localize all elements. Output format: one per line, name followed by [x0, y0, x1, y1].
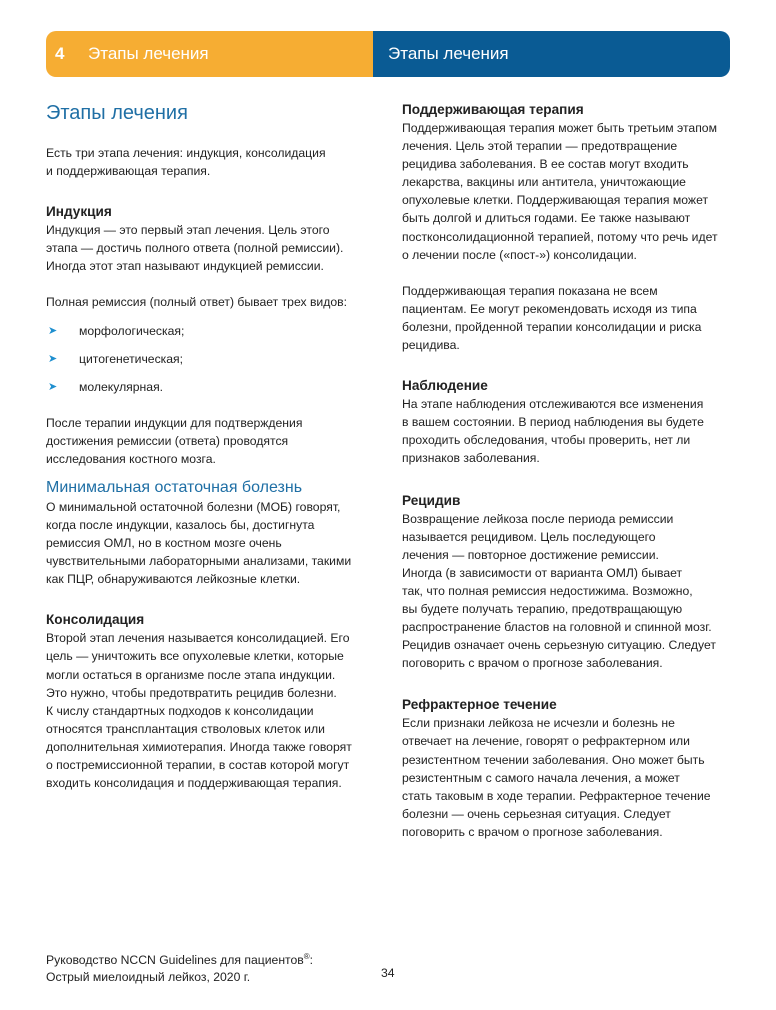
text-line: Иногда этот этап называют индукцией ремиссии.: [46, 259, 324, 274]
refractory-paragraph: [402, 714, 737, 841]
page-title: Этапы лечения: [46, 102, 188, 124]
list-item: [46, 378, 368, 396]
text-line: резистентном течении заболевания. Оно может быть: [402, 752, 705, 767]
text-line: когда после индукции, казалось бы, достигнута: [46, 517, 315, 532]
list-item-label: морфологическая;: [79, 323, 185, 338]
text-line: вы будете получать терапию, предотвращающую: [402, 601, 683, 616]
text-line: проходить обследования, чтобы проверить, нет ли: [402, 433, 691, 448]
text-line: как ПЦР, обнаруживаются лейкозные клетки.: [46, 572, 301, 587]
chapter-banner: [46, 31, 730, 77]
text-line: О минимальной остаточной болезни (МОБ) говорят,: [46, 499, 341, 514]
text-line: Есть три этапа лечения: индукция, консолидация: [46, 146, 326, 160]
text-line: достижения ремиссии (ответа) проводятся: [46, 433, 289, 448]
text-line: Если признаки лейкоза не исчезли и болезнь не: [402, 716, 675, 731]
footer-colon: :: [309, 953, 314, 967]
text-line: чувствительными лабораторными анализами, такими: [46, 554, 352, 569]
text-line: дополнительная химиотерапия. Иногда также говорят: [46, 739, 352, 754]
after-induction-paragraph: [46, 414, 368, 468]
text-line: стать таковым в ходе терапии. Рефрактерное течение: [402, 788, 711, 803]
induction-heading: Индукция: [46, 204, 112, 220]
footer-guide-title: Руководство NCCN Guidelines для пациентов: [46, 953, 304, 967]
text-line: быть долгой и длиться годами. Ее также называют: [402, 211, 691, 226]
text-line: болезни, пройденной терапии консолидации и риска: [402, 319, 702, 334]
text-line: относятся трансплантация стволовых клеток или: [46, 721, 325, 736]
footer: [46, 952, 313, 986]
chapter-tab: [46, 31, 373, 77]
text-line: лечения — повторное достижение ремиссии.: [402, 547, 659, 562]
text-line: и поддерживающая терапия.: [46, 164, 211, 179]
page-number: 34: [381, 966, 395, 980]
text-line: На этапе наблюдения отслеживаются все изменения: [402, 397, 704, 412]
consolidation-heading: Консолидация: [46, 612, 145, 628]
list-item: [46, 322, 368, 340]
observation-paragraph: [402, 395, 737, 467]
relapse-heading: Рецидив: [402, 492, 461, 508]
right-column: [402, 101, 737, 841]
text-line: Второй этап лечения называется консолидацией. Его: [46, 631, 350, 646]
text-line: Возвращение лейкоза после периода ремиссии: [402, 511, 674, 526]
text-line: рецидива.: [402, 338, 460, 353]
text-line: пациентам. Ее могут рекомендовать исходя из типа: [402, 301, 697, 316]
text-line: исследования костного мозга.: [46, 451, 216, 466]
text-line: называется рецидивом. Цель последующего: [402, 529, 656, 544]
text-line: опухолевые клетки. Поддерживающая терапия может: [402, 193, 709, 208]
text-line: ремиссия ОМЛ, но в костном мозге очень: [46, 536, 282, 551]
refractory-heading: Рефрактерное течение: [402, 697, 557, 713]
text-line: так, что полная ремиссия недостижима. Возможно,: [402, 583, 693, 598]
left-column: [46, 100, 368, 792]
list-item-label: цитогенетическая;: [79, 351, 184, 366]
list-item: [46, 350, 368, 368]
registered-mark: ®: [303, 951, 310, 961]
text-line: могли остаться в организме после этапа индукции.: [46, 667, 336, 682]
text-line: отвечает на лечение, говорят о рефрактерном или: [402, 734, 690, 749]
maintenance-paragraph-2: [402, 282, 737, 354]
mrd-heading: Минимальная остаточная болезнь: [46, 478, 303, 496]
remission-types-list: [46, 322, 368, 396]
footer-subtitle: Острый миелоидный лейкоз, 2020 г.: [46, 970, 251, 984]
observation-heading: Наблюдение: [402, 378, 488, 394]
text-line: входить консолидация и поддерживающая терапия.: [46, 776, 342, 791]
induction-paragraph: [46, 221, 368, 275]
text-line: поговорить с врачом о прогнозе заболевания.: [402, 824, 663, 839]
text-line: о лечении после («пост-») консолидации.: [402, 247, 637, 262]
text-line: этапа — достичь полного ответа (полной ремиссии).: [46, 241, 344, 256]
text-line: в вашем состоянии. В период наблюдения вы будете: [402, 415, 704, 430]
section-tab: [373, 31, 730, 77]
text-line: лечения. Цель этой терапии — предотвращение: [402, 139, 678, 154]
list-item-label: молекулярная.: [79, 379, 164, 394]
text-line: Это нужно, чтобы предотвратить рецидив болезни.: [46, 685, 337, 700]
text-line: постконсолидационной терапией, потому что речь идет: [402, 229, 718, 244]
text-line: о постремиссионной терапии, в состав которой могут: [46, 757, 350, 772]
text-line: После терапии индукции для подтверждения: [46, 415, 303, 430]
text-line: болезни — очень серьезная ситуация. Следует: [402, 806, 671, 821]
chapter-number: 4: [55, 44, 65, 63]
maintenance-paragraph: [402, 119, 737, 264]
text-line: распространение бластов на головной и спинной мозг.: [402, 620, 712, 635]
text-line: цель — уничтожить все опухолевые клетки, которые: [46, 649, 344, 664]
text-line: Индукция — это первый этап лечения. Цель этого: [46, 223, 330, 238]
chevron-right-icon: ➤: [48, 324, 58, 337]
consolidation-paragraph: [46, 629, 368, 792]
remission-intro: Полная ремиссия (полный ответ) бывает трех видов:: [46, 295, 347, 310]
text-line: поговорить с врачом о прогнозе заболевания.: [402, 656, 663, 671]
text-line: Иногда (в зависимости от варианта ОМЛ) бывает: [402, 565, 683, 580]
section-title: Этапы лечения: [388, 44, 509, 63]
text-line: Рецидив означает очень серьезную ситуацию. Следует: [402, 638, 716, 653]
chapter-title: Этапы лечения: [88, 44, 209, 63]
intro-paragraph: [46, 144, 368, 180]
text-line: резистентным с самого начала лечения, а может: [402, 770, 680, 785]
relapse-paragraph: [402, 510, 737, 673]
text-line: лекарства, вакцины или антитела, уничтожающие: [402, 175, 686, 190]
text-line: Поддерживающая терапия показана не всем: [402, 283, 658, 298]
text-line: признаков заболевания.: [402, 451, 540, 466]
maintenance-heading: Поддерживающая терапия: [402, 102, 584, 117]
mrd-paragraph: [46, 498, 368, 588]
text-line: Поддерживающая терапия может быть третьим этапом: [402, 121, 717, 135]
text-line: К числу стандартных подходов к консолидации: [46, 703, 314, 718]
chevron-right-icon: ➤: [48, 352, 58, 365]
text-line: рецидива заболевания. В ее состав могут входить: [402, 157, 689, 172]
chevron-right-icon: ➤: [48, 380, 58, 393]
